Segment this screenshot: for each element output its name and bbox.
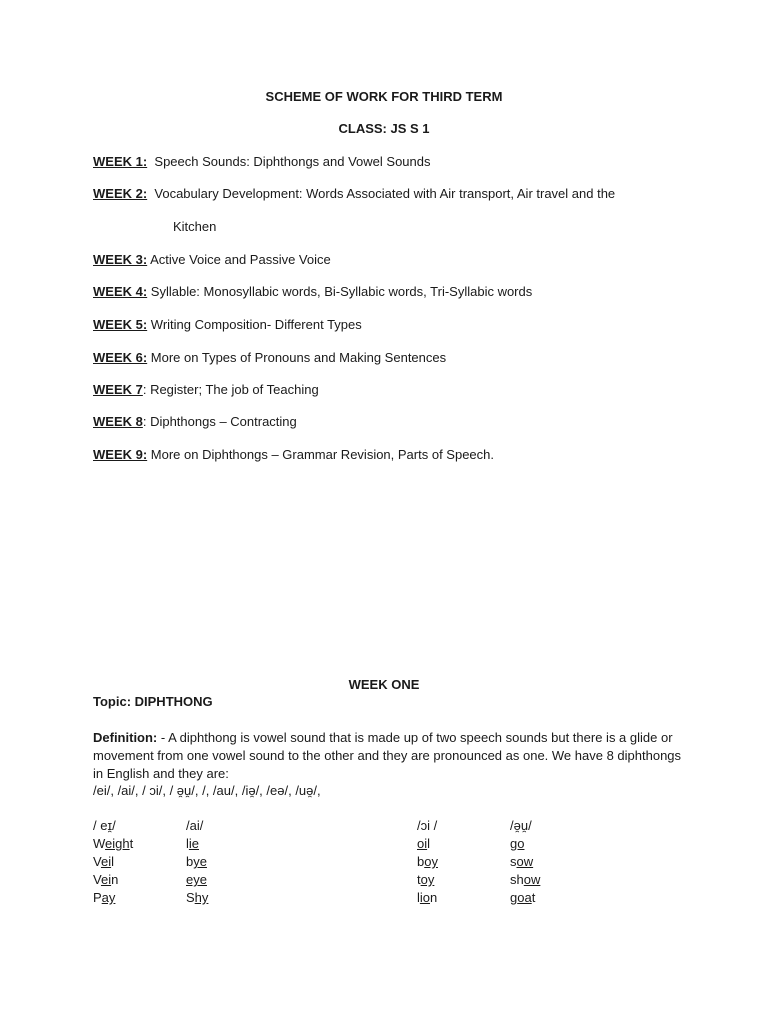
week-label: WEEK 3: — [93, 252, 148, 267]
week-text: More on Diphthongs – Grammar Revision, Parts of Speech. — [147, 447, 494, 462]
definition-paragraph — [93, 729, 693, 783]
table-cell: Shy — [186, 890, 209, 905]
table-cell: sow — [510, 854, 534, 869]
week-label: WEEK 9: — [93, 447, 148, 462]
week-label: WEEK 4: — [93, 284, 148, 299]
week-2-line — [93, 186, 615, 201]
table-cell: eye — [186, 872, 207, 887]
topic-line: Topic: DIPHTHONG — [93, 694, 213, 709]
week-label: WEEK 2: — [93, 186, 148, 201]
week-label: WEEK 5: — [93, 317, 148, 332]
table-cell: Vein — [93, 872, 119, 887]
week-label: WEEK 6: — [93, 350, 148, 365]
table-cell: Veil — [93, 854, 114, 869]
week-9-line — [93, 447, 494, 462]
week-text: Writing Composition- Different Types — [147, 317, 362, 332]
table-cell: Pay — [93, 890, 116, 905]
week-3-line — [93, 252, 331, 267]
table-cell: go — [510, 836, 525, 851]
week-text: Syllable: Monosyllabic words, Bi-Syllabic words, Tri-Syllabic words — [147, 284, 533, 299]
table-cell: bye — [186, 854, 207, 869]
document-title: SCHEME OF WORK FOR THIRD TERM — [265, 89, 503, 104]
table-cell: goat — [510, 890, 536, 905]
week-text: Vocabulary Development: Words Associated with Air transport, Air travel and the — [147, 186, 616, 201]
week-2-continuation: Kitchen — [173, 219, 217, 234]
table-cell: oil — [417, 836, 431, 851]
week-label: WEEK 1: — [93, 154, 148, 169]
diphthong-list: /ei/, /ai/, / ɔi/, / ə̯u̯/, /, /au/, /iə̯/, /eə/, /uə̯/, — [93, 783, 321, 798]
class-line: CLASS: JS S 1 — [338, 121, 430, 136]
table-cell: lion — [417, 890, 438, 905]
table-cell: toy — [417, 872, 435, 887]
week-label: WEEK 8 — [93, 414, 143, 429]
definition-label: Definition: — [93, 730, 158, 745]
week-one-heading: WEEK ONE — [348, 677, 420, 692]
table-header: /ai/ — [186, 818, 204, 833]
week-4-line — [93, 284, 532, 299]
week-text: : Diphthongs – Contracting — [142, 414, 297, 429]
week-7-line — [93, 382, 319, 397]
table-cell: Weight — [93, 836, 134, 851]
table-header: / eɪ̯/ — [93, 818, 116, 833]
week-6-line — [93, 350, 446, 365]
definition-text: - A diphthong is vowel sound that is made up of two speech sounds but there is a glide or movement from one vowel sound to the other and they are pronounced as one. We have 8 diphthongs in English and they are: — [93, 730, 682, 781]
week-8-line — [93, 414, 297, 429]
week-text: More on Types of Pronouns and Making Sentences — [147, 350, 447, 365]
table-cell: boy — [417, 854, 438, 869]
week-1-line — [93, 154, 431, 169]
table-cell: show — [510, 872, 541, 887]
week-5-line — [93, 317, 362, 332]
week-label: WEEK 7 — [93, 382, 143, 397]
week-text: : Register; The job of Teaching — [142, 382, 319, 397]
table-header: /ə̯u̯/ — [510, 818, 532, 833]
week-text: Active Voice and Passive Voice — [147, 252, 331, 267]
table-cell: lie — [186, 836, 200, 851]
table-header: /ɔi / — [417, 818, 438, 833]
week-text: Speech Sounds: Diphthongs and Vowel Sounds — [147, 154, 431, 169]
